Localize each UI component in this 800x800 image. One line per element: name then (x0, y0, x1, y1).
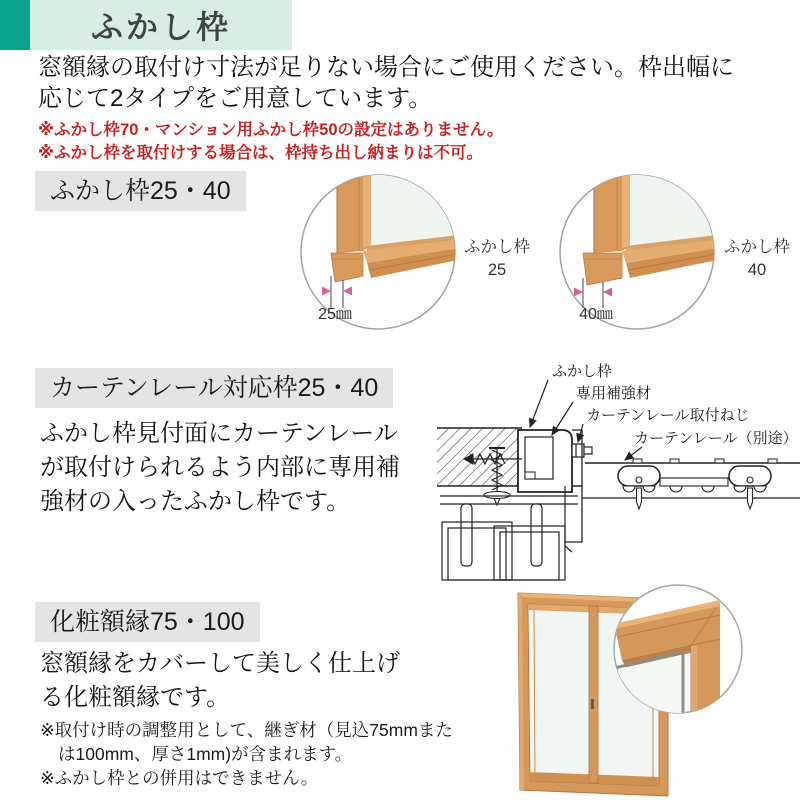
dimension-40-text: 40㎜ (579, 306, 613, 323)
kesho-note-1: ※取付け時の調整用として、継ぎ材（見込75mmまたは100mm、厚さ1mm)が含まれます。 (40, 720, 453, 764)
fukashi-frame-profile (518, 430, 572, 492)
header-accent-block (0, 0, 30, 50)
rail-roller-left (618, 466, 660, 509)
warning-note-2: ※ふかし枠を取付けする場合は、枠持ち出し納まりは不可。 (38, 144, 484, 162)
diagram-label-mount-screw: カーテンレール取付ねじ (586, 407, 750, 424)
section-heading-kesho: 化粧額縁75・100 (35, 602, 260, 642)
rail-roller-right (729, 466, 771, 509)
curtain-body-line-2: が取付けられるよう内部に専用補 (40, 454, 400, 481)
curtain-rail-diagram (430, 356, 800, 596)
section-heading-curtain: カーテンレール対応枠25・40 (35, 368, 393, 408)
kesho-window-illustration (488, 582, 800, 800)
page-title: ふかし枠 (90, 9, 231, 45)
intro-line-2: 応じて2タイプをご用意しています。 (38, 85, 433, 112)
kesho-note-2: ※ふかし枠との併用はできません。 (40, 768, 319, 788)
kesho-body-line-1: 窓額縁をカバーして美しく仕上げ (40, 650, 400, 677)
window-handle (591, 699, 594, 709)
diagram-label-rail: カーテンレール（別途） (634, 430, 798, 447)
diagram-label-fukashi: ふかし枠 (552, 363, 613, 380)
dimension-25-text: 25㎜ (318, 306, 352, 323)
warning-notes (38, 119, 504, 165)
section-heading-fukashi: ふかし枠25・40 (35, 171, 246, 211)
header-banner (30, 0, 292, 50)
diagram-label-reinforcement: 専用補強材 (576, 385, 652, 402)
kesho-body-text (40, 647, 400, 715)
roller-connector (660, 478, 728, 492)
curtain-body-text (40, 417, 400, 519)
intro-text (38, 52, 734, 114)
fukashi-40-label-name: ふかし枠 (724, 238, 790, 256)
curtain-body-line-3: 強材の入ったふかし枠です。 (40, 488, 351, 515)
intro-line-1: 窓額縁の取付け寸法が足りない場合にご使用ください。枠出幅に (38, 54, 734, 81)
fukashi-40-label-size: 40 (747, 261, 767, 279)
curtain-body-line-1: ふかし枠見付面にカーテンレール (40, 420, 398, 447)
fukashi-25-illustration (295, 168, 540, 346)
fukashi-40-illustration (550, 168, 800, 346)
fukashi-25-label-name: ふかし枠 (464, 238, 530, 256)
window-sash-section (440, 486, 578, 580)
fukashi-25-label-size: 25 (487, 261, 507, 279)
kesho-body-line-2: る化粧額縁です。 (40, 684, 231, 711)
kesho-notes (40, 718, 456, 790)
warning-note-1: ※ふかし枠70・マンション用ふかし枠50の設定はありません。 (38, 121, 504, 139)
